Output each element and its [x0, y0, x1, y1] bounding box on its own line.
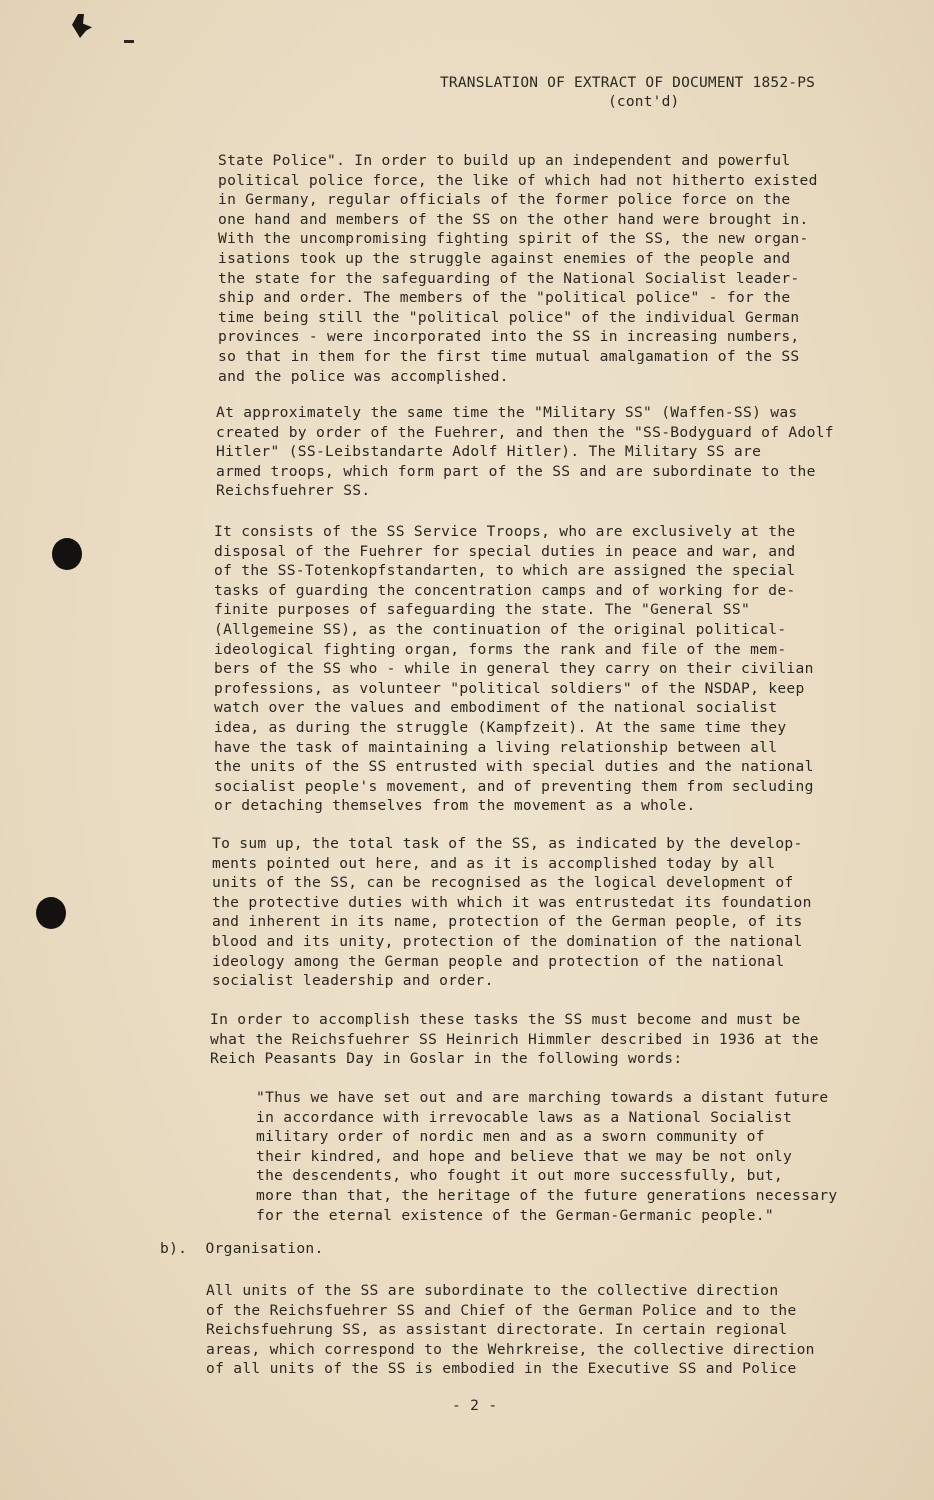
document-header [440, 74, 860, 112]
ink-mark [72, 14, 92, 38]
section-b-label: b). [160, 1240, 188, 1257]
punch-hole-bottom [36, 897, 66, 929]
document-subtitle: (cont'd) [608, 94, 680, 110]
paragraph-organisation: All units of the SS are subordinate to the collective direction of the Reichsfuehrer SS and Chief of the German Police and to the Reichsfuehrung SS, as assistant directorate. In certain regional areas, which correspond to the Wehrkreise, the collective direction of all units of the SS is embodied in the Executive SS and Police [206, 1282, 815, 1378]
page-number: - 2 - [452, 1397, 498, 1414]
paragraph-state-police: State Police". In order to build up an independent and powerful political police force, the like of which had not hitherto existed in Germany, regular officials of the former police force on the one hand and members of the SS on the other hand were brought in. With the uncompromising fighting spirit of the SS, the new organ- isations took up the struggle against enemies of the people and the state for the safeguarding of the National Socialist leader- ship and order. The members of the "political police" - for the time being still the "political police" of the individual German provinces - were incorporated into the SS in increasing numbers, so that in them for the first time mutual amalgamation of the SS and the police was accomplished. [218, 152, 818, 385]
document-title: TRANSLATION OF EXTRACT OF DOCUMENT 1852-PS [440, 75, 816, 91]
punch-hole-top [52, 538, 82, 570]
section-b-title: Organisation. [205, 1240, 324, 1257]
paragraph-military-ss: At approximately the same time the "Military SS" (Waffen-SS) was created by order of the Fuehrer, and then the "SS-Bodyguard of Adolf Hitler" (SS-Leibstandarte Adolf Hitler). The Military SS are armed troops, which form part of the SS and are subordinate to the Reichsfuehrer SS. [216, 404, 834, 500]
section-b-heading [160, 1240, 324, 1257]
paragraph-sum-up: To sum up, the total task of the SS, as indicated by the develop- ments pointed out here, and as it is accomplished today by all units of the SS, can be recognised as the logical development of the protective duties with which it was entrustedat its foundation and inherent in its name, protection of the German people, of its blood and its unity, protection of the domination of the national ideology among the German people and protection of the national socialist leadership and order. [212, 835, 812, 990]
paragraph-tasks: In order to accomplish these tasks the SS must become and must be what the Reichsfuehrer SS Heinrich Himmler described in 1936 at the Reich Peasants Day in Goslar in the following words: [210, 1011, 819, 1068]
paragraph-service-troops: It consists of the SS Service Troops, who are exclusively at the disposal of the Fuehrer for special duties in peace and war, and of the SS-Totenkopfstandarten, to which are assigned the special tasks of guarding the concentration camps and of working for de- finite purposes of safeguarding the state. The "General SS" (Allgemeine SS), as the continuation of the original political- ideological fighting organ, forms the rank and file of the mem- bers of the SS who - while in general they carry on their civilian professions, as volunteer "political soldiers" of the NSDAP, keep watch over the values and embodiment of the national socialist idea, as during the struggle (Kampfzeit). At the same time they have the task of maintaining a living relationship between all the units of the SS entrusted with special duties and the national socialist people's movement, and of preventing them from secluding or detaching themselves from the movement as a whole. [214, 523, 814, 815]
himmler-quote: "Thus we have set out and are marching towards a distant future in accordance with irrevocable laws as a National Socialist military order of nordic men and as a sworn community of their kindred, and hope and believe that we may be not only the descendents, who fought it out more successfully, but, more than that, the heritage of the future generations necessary for the eternal existence of the German-Germanic people." [256, 1089, 838, 1224]
ink-mark-small [124, 40, 134, 43]
